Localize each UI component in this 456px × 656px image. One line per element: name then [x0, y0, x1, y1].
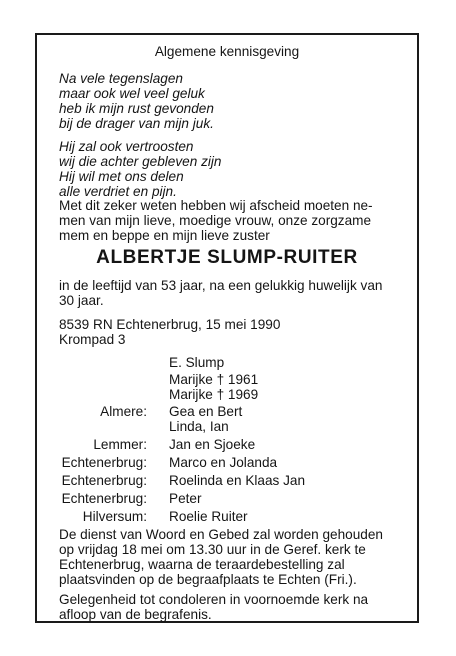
death-notice-card	[35, 33, 419, 623]
service-line: op vrijdag 18 mei om 13.30 uur in de Geref. kerk te	[59, 542, 366, 557]
intro-line: Met dit zeker weten hebben wij afscheid moeten ne-	[59, 198, 373, 213]
condolence-line: afloop van de begrafenis.	[59, 607, 212, 622]
condolence-line: Gelegenheid tot condoleren in voornoemde kerk na	[59, 592, 369, 607]
mourner-names: Gea en Bert	[169, 404, 243, 419]
mourner-names: Roelinda en Klaas Jan	[169, 473, 306, 488]
mourner-place: Lemmer:	[93, 437, 147, 452]
poem-line: Na vele tegenslagen	[59, 71, 183, 86]
mourner-place: Echtenerbrug:	[61, 473, 147, 488]
notice-heading: Algemene kennisgeving	[154, 44, 300, 59]
poem-line: alle verdriet en pijn.	[59, 184, 177, 199]
mourner-place: Almere:	[100, 404, 147, 419]
mourner-names: E. Slump	[169, 355, 225, 370]
service-line: Echtenerbrug, waarna de teraardebestelling zal	[59, 557, 345, 572]
poem-line: bij de drager van mijn juk.	[59, 116, 214, 131]
mourner-names: Linda, Ian	[169, 419, 229, 434]
mourner-names: Jan en Sjoeke	[169, 437, 256, 452]
mourner-names: Marco en Jolanda	[169, 455, 278, 470]
poem-line: maar ook wel veel geluk	[59, 86, 205, 101]
service-line: plaatsvinden op de begraafplaats te Echten (Fri.).	[59, 572, 357, 587]
mourner-names: Marijke † 1961	[169, 372, 259, 387]
poem-line: Hij wil met ons delen	[59, 169, 184, 184]
mourner-place: Echtenerbrug:	[61, 491, 147, 506]
intro-line: mem en beppe en mijn lieve zuster	[59, 228, 270, 243]
address-line: 8539 RN Echtenerbrug, 15 mei 1990	[59, 317, 281, 332]
mourner-names: Marijke † 1969	[169, 387, 259, 402]
address-line: Krompad 3	[59, 332, 126, 347]
age-line: in de leeftijd van 53 jaar, na een gelukkig huwelijk van	[59, 278, 383, 293]
mourner-place: Echtenerbrug:	[61, 455, 147, 470]
poem-line: wij die achter gebleven zijn	[59, 154, 222, 169]
age-line: 30 jaar.	[59, 293, 104, 308]
service-line: De dienst van Woord en Gebed zal worden gehouden	[59, 527, 383, 542]
mourner-names: Roelie Ruiter	[169, 509, 248, 524]
poem-line: Hij zal ook vertroosten	[59, 139, 194, 154]
deceased-name: ALBERTJE SLUMP-RUITER	[96, 247, 358, 268]
poem-line: heb ik mijn rust gevonden	[59, 101, 214, 116]
mourner-place: Hilversum:	[82, 509, 147, 524]
mourner-names: Peter	[169, 491, 202, 506]
intro-line: men van mijn lieve, moedige vrouw, onze zorgzame	[59, 213, 372, 228]
